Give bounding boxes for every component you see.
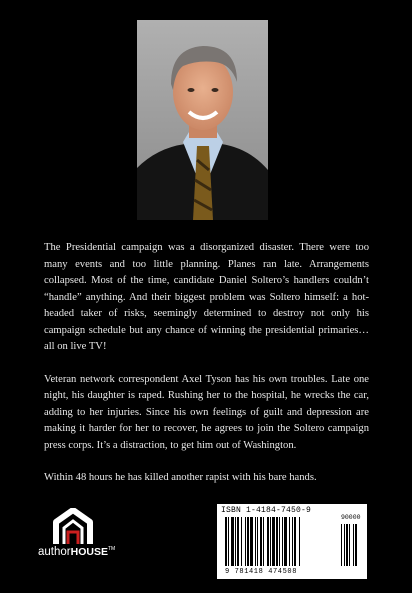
publisher-name-author: author: [38, 546, 71, 558]
back-cover-blurb: [44, 240, 369, 503]
price-code: 90000: [341, 514, 361, 521]
publisher-name-house: HOUSE: [70, 546, 108, 558]
blurb-paragraph-1: The Presidential campaign was a disorganized disaster. There were too many events and too little planning. Planes ran late. Arrangements collapsed. Most of the time, candidate Daniel Soltero’s handlers couldn’t “handle” anything. And their biggest problem was Soltero himself: a hot-headed taker of risks, seemingly determined to destroy not only his campaign schedule but any chance of winning the presidential primaries… all on live TV!: [44, 242, 369, 352]
isbn-barcode: [217, 504, 367, 579]
ean-number: 9 781418 474508: [225, 568, 298, 576]
publisher-name: [38, 546, 128, 558]
author-photo: [137, 20, 268, 220]
blurb-paragraph-3: Within 48 hours he has killed another rapist with his bare hands.: [44, 472, 317, 483]
publisher-trademark: TM: [107, 546, 116, 553]
blurb-paragraph-2: Veteran network correspondent Axel Tyson has his own troubles. Late one night, his daughter is raped. Rushing her to the hospital, he wrecks the car, adding to her injuries. Since his own feelings of guilt and depression are making it harder for her to recover, he agrees to join the Soltero campaign press corps. It’s a distraction, to get him out of Washington.: [44, 373, 369, 451]
isbn-number: ISBN 1-4184-7450-9: [221, 506, 312, 515]
author-house-logo-icon: [38, 508, 122, 572]
